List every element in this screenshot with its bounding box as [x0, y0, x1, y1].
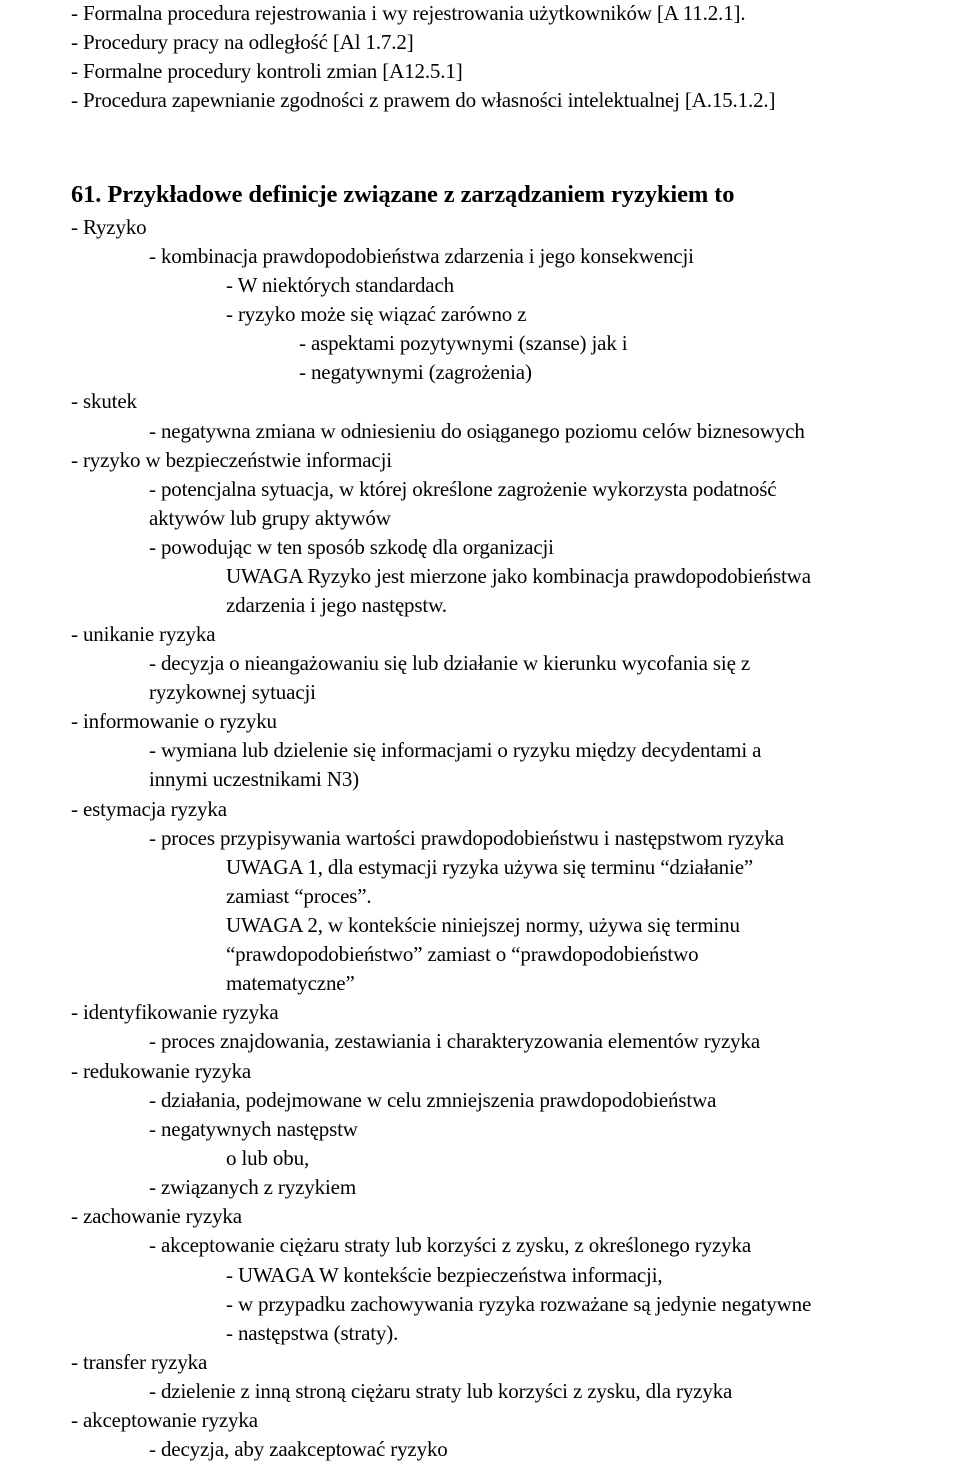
definition-line: - Ryzyko	[71, 215, 147, 239]
definition-line: - ryzyko może się wiązać zarówno z	[226, 302, 527, 326]
definition-line: - negatywnych następstw	[149, 1117, 358, 1141]
definition-line: zdarzenia i jego następstw.	[226, 593, 447, 617]
definition-line: ryzykownej sytuacji	[149, 680, 316, 704]
definition-line: - decyzja, aby zaakceptować ryzyko	[149, 1437, 448, 1461]
definition-line: - związanych z ryzykiem	[149, 1175, 357, 1199]
definition-line: - akceptowanie ciężaru straty lub korzyści z zysku, z określonego ryzyka	[149, 1233, 752, 1257]
section-title: Przykładowe definicje związane z zarządzaniem ryzykiem to	[107, 181, 735, 208]
definition-line: matematyczne”	[226, 971, 355, 995]
definition-line: zamiast “proces”.	[226, 884, 372, 908]
section-number: 61.	[71, 181, 102, 208]
definition-line: - transfer ryzyka	[71, 1350, 208, 1374]
definition-line: - proces znajdowania, zestawiania i charakteryzowania elementów ryzyka	[149, 1029, 761, 1053]
definition-line: - aspektami pozytywnymi (szanse) jak i	[299, 331, 628, 355]
intro-line-1: - Formalna procedura rejestrowania i wy rejestrowania użytkowników [A 11.2.1].	[71, 1, 746, 25]
definition-line: - dzielenie z inną stroną ciężaru straty lub korzyści z zysku, dla ryzyka	[149, 1379, 733, 1403]
definition-line: - negatywna zmiana w odniesieniu do osiąganego poziomu celów biznesowych	[149, 419, 805, 443]
definition-line: - negatywnymi (zagrożenia)	[299, 360, 532, 384]
intro-line-4: - Procedura zapewnianie zgodności z prawem do własności intelektualnej [A.15.1.2.]	[71, 88, 776, 112]
definition-line: - zachowanie ryzyka	[71, 1204, 242, 1228]
definition-line: UWAGA Ryzyko jest mierzone jako kombinacja prawdopodobieństwa	[226, 564, 811, 588]
definition-line: - redukowanie ryzyka	[71, 1059, 252, 1083]
definition-line: - akceptowanie ryzyka	[71, 1408, 258, 1432]
definition-line: - unikanie ryzyka	[71, 622, 216, 646]
definition-line: - proces przypisywania wartości prawdopodobieństwu i następstwom ryzyka	[149, 826, 784, 850]
intro-line-2: - Procedury pracy na odległość [Al 1.7.2]	[71, 30, 414, 54]
definition-line: - następstwa (straty).	[226, 1321, 399, 1345]
definition-line: - estymacja ryzyka	[71, 797, 227, 821]
definition-line: - w przypadku zachowywania ryzyka rozważane są jedynie negatywne	[226, 1292, 812, 1316]
definition-line: - powodując w ten sposób szkodę dla organizacji	[149, 535, 554, 559]
section-heading	[71, 180, 734, 210]
definition-line: - W niektórych standardach	[226, 273, 454, 297]
definition-line: - skutek	[71, 389, 137, 413]
definition-line: - UWAGA W kontekście bezpieczeństwa informacji,	[226, 1263, 663, 1287]
definition-line: UWAGA 1, dla estymacji ryzyka używa się terminu “działanie”	[226, 855, 754, 879]
definition-line: “prawdopodobieństwo” zamiast o “prawdopodobieństwo	[226, 942, 699, 966]
definition-line: - potencjalna sytuacja, w której określone zagrożenie wykorzysta podatność	[149, 477, 777, 501]
definition-line: - wymiana lub dzielenie się informacjami o ryzyku między decydentami a	[149, 738, 762, 762]
definition-line: UWAGA 2, w kontekście niniejszej normy, używa się terminu	[226, 913, 740, 937]
definition-line: - decyzja o nieangażowaniu się lub działanie w kierunku wycofania się z	[149, 651, 751, 675]
definition-line: - informowanie o ryzyku	[71, 709, 277, 733]
definition-line: o lub obu,	[226, 1146, 310, 1170]
definition-line: innymi uczestnikami N3)	[149, 767, 360, 791]
definition-line: - kombinacja prawdopodobieństwa zdarzenia i jego konsekwencji	[149, 244, 694, 268]
intro-line-3: - Formalne procedury kontroli zmian [A12.5.1]	[71, 59, 463, 83]
definition-line: aktywów lub grupy aktywów	[149, 506, 391, 530]
definition-line: - ryzyko w bezpieczeństwie informacji	[71, 448, 392, 472]
definition-line: - działania, podejmowane w celu zmniejszenia prawdopodobieństwa	[149, 1088, 717, 1112]
definition-line: - identyfikowanie ryzyka	[71, 1000, 279, 1024]
